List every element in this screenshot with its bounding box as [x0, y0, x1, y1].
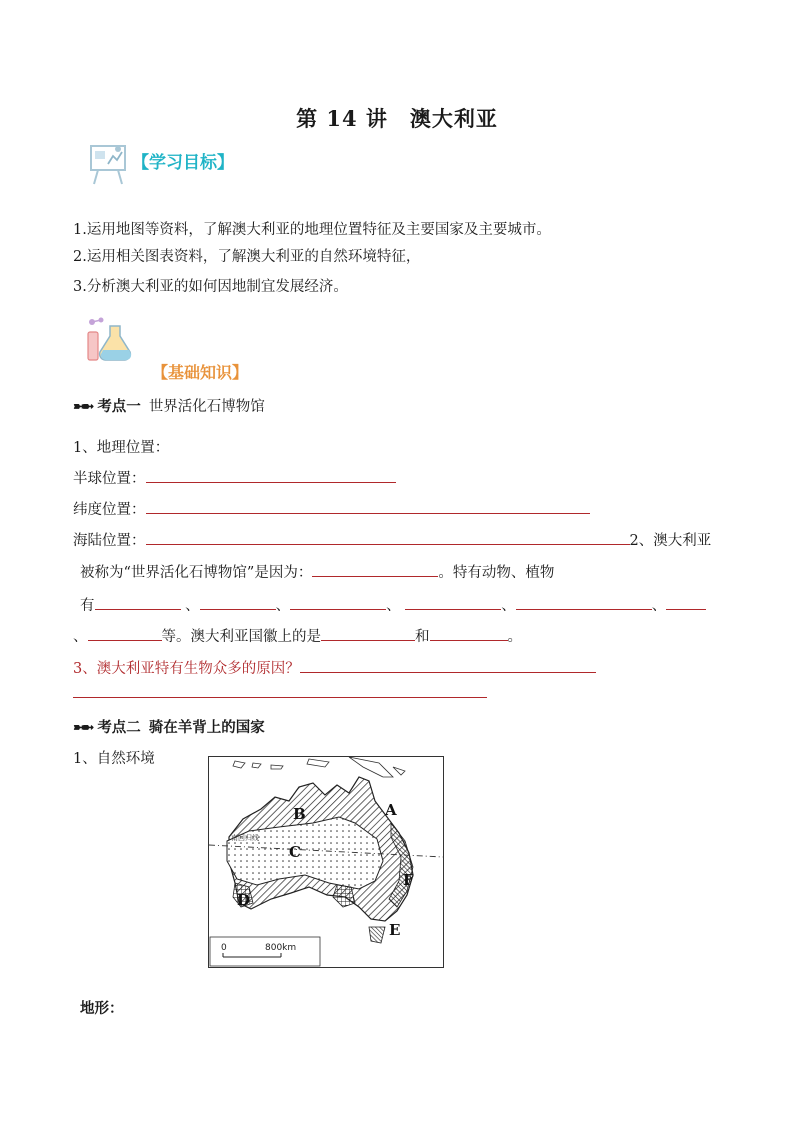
species-blank-1[interactable] [95, 595, 181, 610]
endemic-reason-row: 3、澳大利亚特有生物众多的原因？ [73, 657, 596, 678]
emblem-blank-1[interactable] [321, 626, 415, 641]
lab-flask-icon [84, 316, 134, 364]
species-blank-4[interactable] [405, 595, 501, 610]
presentation-board-icon [88, 142, 128, 186]
objective-item-1: 1.运用地图等资料，了解澳大利亚的地理位置特征及主要国家及主要城市。 [73, 222, 551, 238]
fossil-museum-row: 被称为“世界活化石博物馆”是因为： 。特有动物、植物 [80, 561, 554, 582]
objectives-heading: 【学习目标】 [132, 153, 234, 173]
hemisphere-blank[interactable] [146, 468, 396, 483]
double-arrow-icon: ➼➼ [73, 398, 92, 415]
map-label-a: A [385, 801, 397, 819]
hemisphere-row: 半球位置： [73, 467, 396, 488]
australia-map-svg [209, 757, 443, 967]
map-label-b: B [293, 805, 306, 823]
sea-land-blank[interactable] [146, 530, 630, 545]
species-blank-3[interactable] [290, 595, 386, 610]
terrain-label: 地形： [80, 1000, 124, 1017]
tropic-label: 南回归线 [231, 834, 259, 842]
map-label-c: C [289, 843, 301, 861]
map-label-e: E [389, 921, 401, 939]
map-label-d: D [237, 891, 251, 909]
australia-map [208, 756, 444, 968]
map-label-f: F [403, 871, 414, 889]
emblem-blank-2[interactable] [430, 626, 508, 641]
latitude-row: 纬度位置： [73, 498, 590, 519]
page-title: 第 14 讲 澳大利亚 [296, 106, 498, 131]
basics-heading: 【基础知识】 [152, 363, 249, 382]
sea-land-row: 海陆位置： 2、澳大利亚 [73, 529, 711, 550]
endemic-reason-blank[interactable] [300, 658, 596, 673]
latitude-blank[interactable] [146, 499, 590, 514]
point1-heading: ➼➼ 考点一 世界活化石博物馆 [73, 398, 265, 415]
objective-item-2: 2.运用相关图表资料，了解澳大利亚的自然环境特征， [73, 249, 421, 265]
species-blank-7[interactable] [88, 626, 162, 641]
fossil-reason-blank[interactable] [312, 562, 438, 577]
species-row: 有 、 、 、 、 、 [80, 594, 706, 615]
scale-zero: 0 [221, 943, 227, 953]
objective-item-3: 3.分析澳大利亚的如何因地制宜发展经济。 [73, 279, 348, 295]
endemic-reason-blank-2[interactable] [73, 697, 487, 698]
species-blank-6[interactable] [666, 595, 706, 610]
point2-heading: ➼➼ 考点二 骑在羊背上的国家 [73, 719, 265, 736]
emblem-row: 、 等。澳大利亚国徽上的是 和 。 [73, 625, 522, 646]
scale-value: 800km [265, 943, 297, 953]
natural-env-label: 1、自然环境 [73, 751, 155, 767]
geo-location-label: 1、地理位置： [73, 440, 170, 456]
double-arrow-icon: ➼➼ [73, 719, 92, 736]
species-blank-2[interactable] [200, 595, 276, 610]
species-blank-5[interactable] [516, 595, 652, 610]
